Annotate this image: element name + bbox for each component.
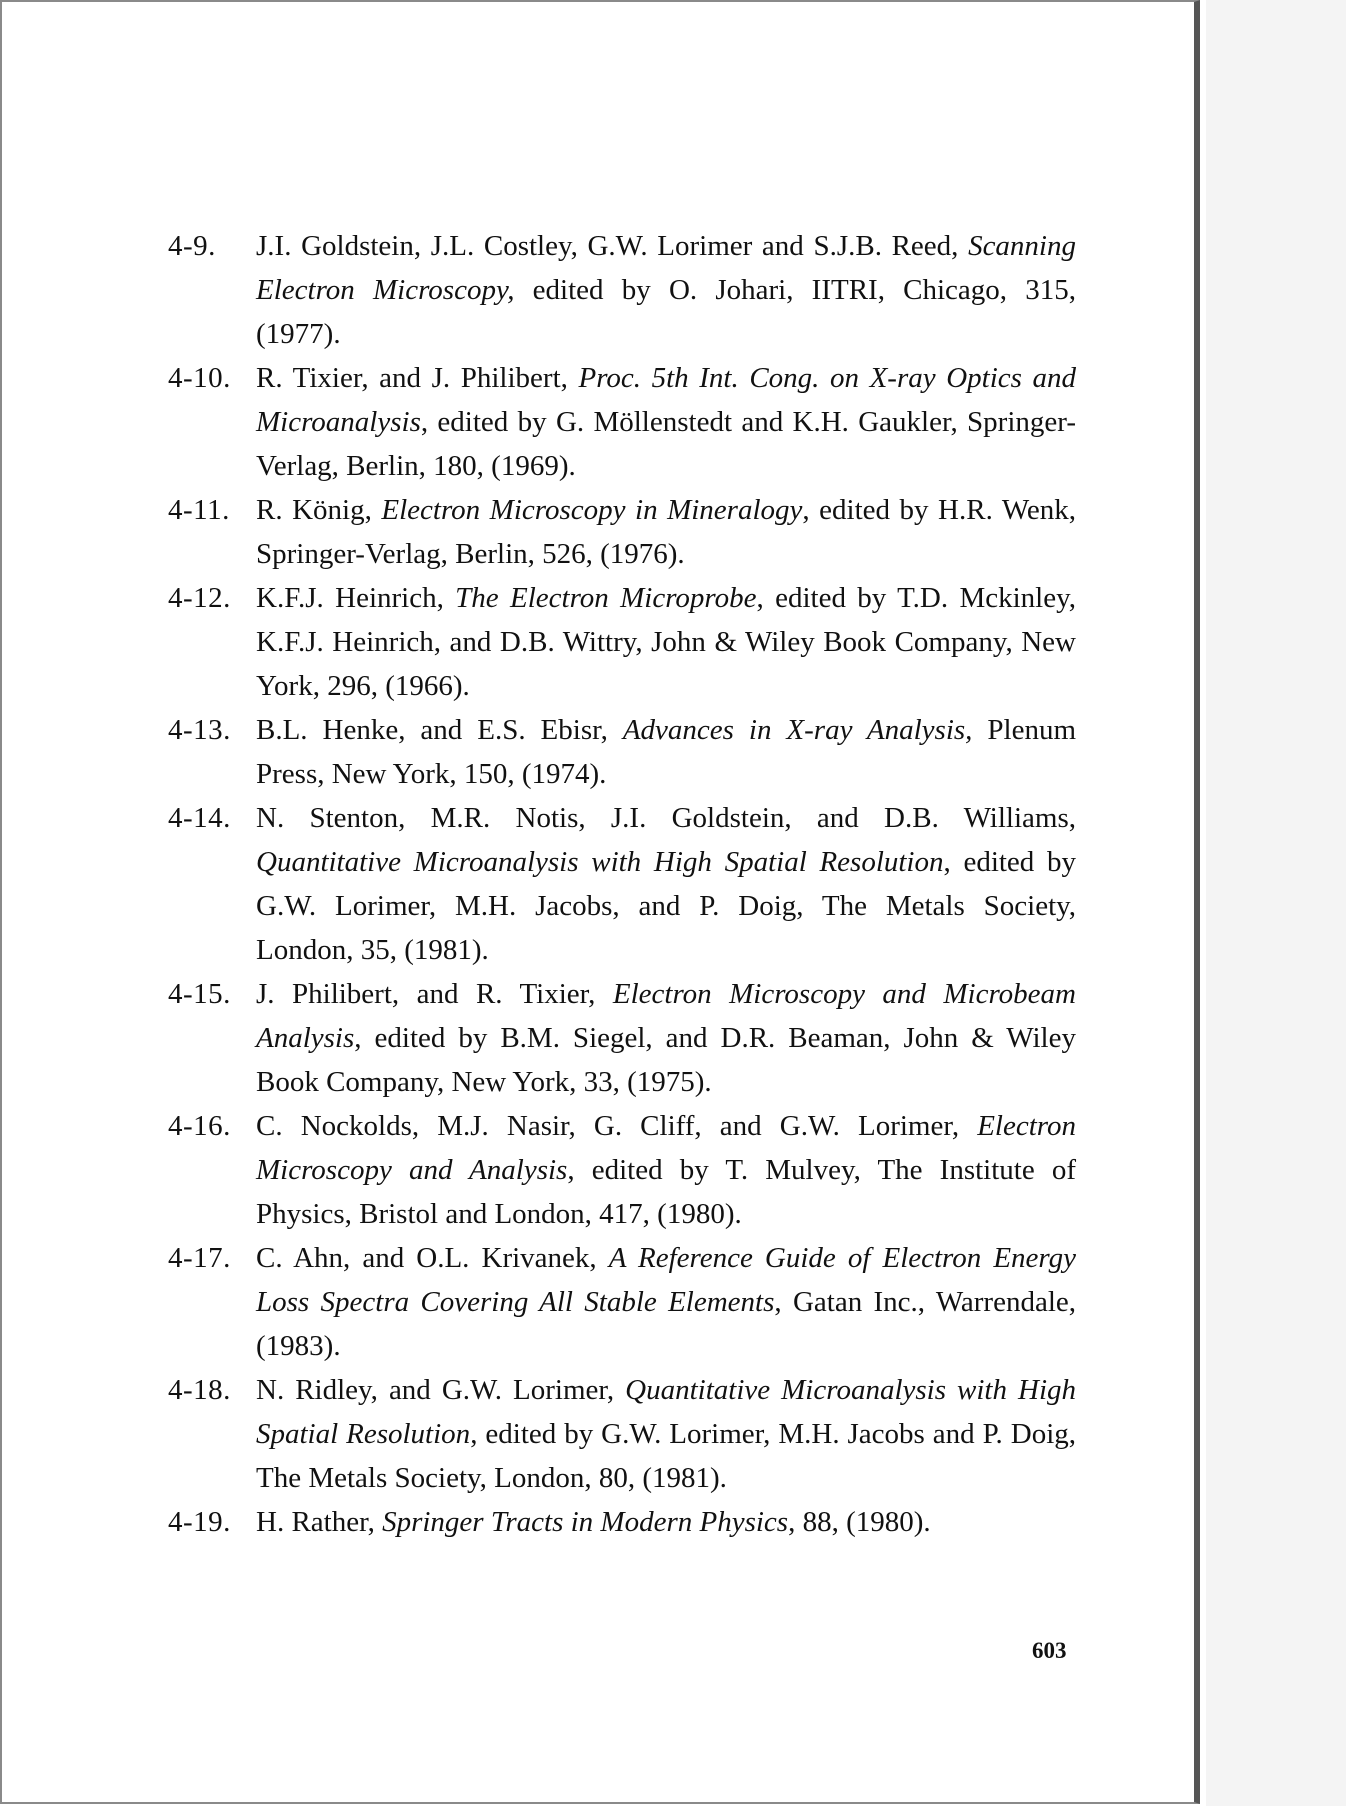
viewer-gutter [1206, 0, 1346, 1806]
reference-authors: N. Ridley, and G.W. Lorimer, [256, 1374, 626, 1406]
reference-authors: K.F.J. Heinrich, [256, 582, 456, 614]
reference-authors: H. Rather, [256, 1506, 383, 1538]
reference-entry [168, 972, 1076, 1104]
reference-entry [168, 356, 1076, 488]
reference-number: 4-9. [168, 230, 216, 262]
reference-number: 4-16. [168, 1110, 231, 1142]
reference-authors: N. Stenton, M.R. Notis, J.I. Goldstein, and D.B. Williams, [256, 802, 1076, 834]
reference-details: , edited by G.W. Lorimer, M.H. Jacobs and P. Doig, The Metals Society, London, 80, (1981). [256, 1418, 1076, 1494]
page-number: 603 [1032, 1638, 1067, 1663]
reference-title: A Reference Guide of Electron Energy Loss Spectra Covering All Stable Elements [256, 1242, 1077, 1318]
reference-title: Quantitative Microanalysis with High Spatial Resolution [256, 1374, 1077, 1450]
reference-details: , edited by B.M. Siegel, and D.R. Beaman, John & Wiley Book Company, New York, 33, (1975). [256, 1022, 1076, 1098]
reference-number: 4-15. [168, 978, 231, 1010]
reference-number: 4-17. [168, 1242, 231, 1274]
reference-title: Electron Microscopy in Mineralogy [381, 494, 803, 526]
reference-entry [168, 708, 1076, 796]
reference-details: , Gatan Inc., Warrendale, (1983). [256, 1286, 1076, 1362]
reference-details: , edited by G. Möllenstedt and K.H. Gaukler, Springer-Verlag, Berlin, 180, (1969). [256, 406, 1076, 482]
reference-entry [168, 1368, 1076, 1500]
reference-title: Scanning Electron Microscopy, [256, 230, 1076, 306]
reference-number: 4-18. [168, 1374, 231, 1406]
reference-authors: B.L. Henke, and E.S. Ebisr, [256, 714, 623, 746]
reference-entry [168, 576, 1076, 708]
reference-title: Electron Microscopy and Microbeam Analysis [256, 978, 1076, 1054]
reference-authors: R. König, [256, 494, 382, 526]
reference-authors: J. Philibert, and R. Tixier, [256, 978, 613, 1010]
reference-authors: J.I. Goldstein, J.L. Costley, G.W. Lorimer and S.J.B. Reed, [256, 230, 969, 262]
reference-entry [168, 1104, 1076, 1236]
reference-list [168, 224, 1076, 1544]
reference-title: Advances in X-ray Analysis, [622, 714, 973, 746]
reference-number: 4-19. [168, 1506, 231, 1538]
reference-details: , edited by T.D. Mckinley, K.F.J. Heinrich, and D.B. Wittry, John & Wiley Book Company, New York, 296, (1966). [256, 582, 1076, 702]
reference-entry [168, 224, 1076, 356]
reference-entry [168, 1236, 1076, 1368]
reference-details: , 88, (1980). [788, 1506, 931, 1538]
reference-number: 4-14. [168, 802, 231, 834]
reference-number: 4-10. [168, 362, 231, 394]
reference-number: 4-12. [168, 582, 231, 614]
reference-details: Plenum Press, New York, 150, (1974). [256, 714, 1076, 790]
reference-authors: C. Nockolds, M.J. Nasir, G. Cliff, and G.W. Lorimer, [256, 1110, 978, 1142]
reference-details: edited by O. Johari, IITRI, Chicago, 315, (1977). [256, 274, 1076, 350]
reference-details: , edited by T. Mulvey, The Institute of Physics, Bristol and London, 417, (1980). [256, 1154, 1076, 1230]
reference-authors: C. Ahn, and O.L. Krivanek, [256, 1242, 609, 1274]
reference-title: Electron Microscopy and Analysis [256, 1110, 1076, 1186]
reference-number: 4-11. [168, 494, 230, 526]
reference-title: The Electron Microprobe [455, 582, 757, 614]
reference-title: Proc. 5th Int. Cong. on X-ray Optics and Microanalysis [256, 362, 1076, 438]
reference-title: Quantitative Microanalysis with High Spatial Resolution [256, 846, 944, 878]
reference-entry [168, 796, 1076, 972]
reference-details: , edited by H.R. Wenk, Springer-Verlag, Berlin, 526, (1976). [256, 494, 1076, 570]
reference-title: Springer Tracts in Modern Physics [382, 1506, 789, 1538]
reference-entry [168, 488, 1076, 576]
reference-authors: R. Tixier, and J. Philibert, [256, 362, 579, 394]
reference-details: , edited by G.W. Lorimer, M.H. Jacobs, and P. Doig, The Metals Society, London, 35, (1981). [256, 846, 1077, 966]
reference-number: 4-13. [168, 714, 231, 746]
reference-entry [168, 1500, 1076, 1544]
